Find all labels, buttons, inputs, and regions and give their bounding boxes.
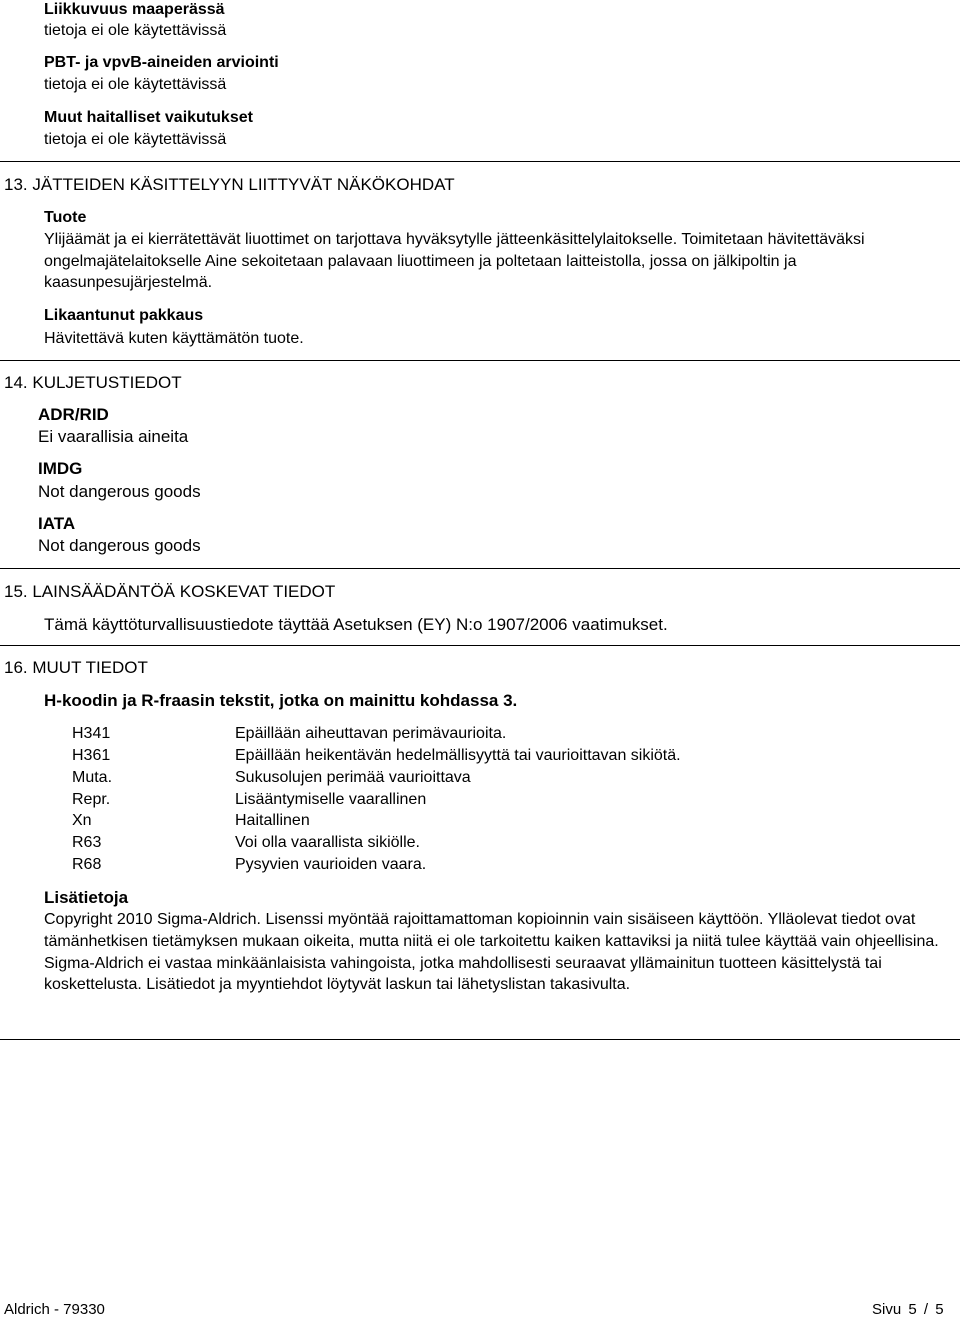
adr-text: Ei vaarallisia aineita (38, 427, 189, 446)
footer-product-ref: Aldrich - 79330 (4, 1301, 105, 1318)
hcode: R63 (72, 834, 102, 851)
extra-info-text: Copyright 2010 Sigma-Aldrich. Lisenssi myöntää rajoittamattoman kopioinnin vain sisäiseen käyttöön. Ylläolevat tiedot ovat tämänhetkisen tietämyksen mukaan oikeita, mutta niitä ei ole tarkoitettu kaiken kattaviksi ja niitä tulee käyttää vain ohjeellisina. Sigma-Aldrich ei vastaa minkäänlaisista vahingoista, jotka mahdollisesti seuraavat yllämainitun tuotteen käsittelystä tai koskettelusta. Lisätiedot ja myyntiehdot löytyvät laskun tai lähetyslistan takasivulta. (44, 911, 939, 994)
hcode-text: Epäillään aiheuttavan perimävaurioita. (235, 725, 507, 742)
packaging-heading: Likaantunut pakkaus (44, 307, 204, 324)
page-label: Sivu (872, 1301, 902, 1318)
pbt-heading: PBT- ja vpvB-aineiden arviointi (44, 54, 279, 71)
hcode: R68 (72, 856, 102, 873)
section-14-rule (0, 360, 960, 361)
mobility-text: tietoja ei ole käytettävissä (44, 22, 227, 39)
extra-info-heading: Lisätietoja (44, 888, 129, 907)
section-15-text: Tämä käyttöturvallisuustiedote täyttää Asetuksen (EY) N:o 1907/2006 vaatimukset. (44, 615, 668, 634)
section-16-title: 16. MUUT TIEDOT (4, 658, 148, 677)
adr-heading: ADR/RID (38, 405, 109, 424)
hcodes-heading: H-koodin ja R-fraasin tekstit, jotka on mainittu kohdassa 3. (44, 691, 518, 710)
hcode: Muta. (72, 769, 113, 786)
hcode: Xn (72, 812, 92, 829)
iata-heading: IATA (38, 514, 76, 533)
page-indicator (872, 1299, 944, 1321)
hcode-text: Voi olla vaarallista sikiölle. (235, 834, 420, 851)
hcode-text: Epäillään heikentävän hedelmällisyyttä tai vaurioittavan sikiötä. (235, 747, 681, 764)
imdg-text: Not dangerous goods (38, 482, 201, 501)
hcode-text: Haitallinen (235, 812, 310, 829)
page-separator: / (923, 1301, 929, 1318)
product-heading: Tuote (44, 209, 87, 226)
other-effects-heading: Muut haitalliset vaikutukset (44, 109, 253, 126)
section-13-title: 13. JÄTTEIDEN KÄSITTELYYN LIITTYVÄT NÄKÖKOHDAT (4, 175, 455, 194)
hcode-text: Sukusolujen perimää vaurioittava (235, 769, 471, 786)
hcode-text: Pysyvien vaurioiden vaara. (235, 856, 427, 873)
section-15-title: 15. LAINSÄÄDÄNTÖÄ KOSKEVAT TIEDOT (4, 582, 336, 601)
imdg-heading: IMDG (38, 459, 83, 478)
hcode: H341 (72, 725, 111, 742)
page-current: 5 (908, 1301, 917, 1318)
other-effects-text: tietoja ei ole käytettävissä (44, 131, 227, 148)
section-16-rule (0, 645, 960, 646)
pbt-text: tietoja ei ole käytettävissä (44, 76, 227, 93)
section-13-rule (0, 161, 960, 162)
section-15-rule (0, 568, 960, 569)
hcode-text: Lisääntymiselle vaarallinen (235, 791, 427, 808)
hcode: H361 (72, 747, 111, 764)
hcode: Repr. (72, 791, 111, 808)
page-total: 5 (935, 1301, 944, 1318)
section-14-title: 14. KULJETUSTIEDOT (4, 373, 182, 392)
product-text: Ylijäämät ja ei kierrätettävät liuottimet on tarjottava hyväksytylle jätteenkäsittelylaitokselle. Toimitetaan hävitettäväksi ongelmajätelaitokselle Aine sekoitetaan palavaan liuottimeen ja poltetaan laitteistolla, jossa on jälkipoltin ja kaasunpesujärjestelmä. (44, 231, 865, 291)
iata-text: Not dangerous goods (38, 536, 201, 555)
mobility-heading: Liikkuvuus maaperässä (44, 1, 225, 18)
footer-rule (0, 1039, 960, 1040)
packaging-text: Hävitettävä kuten käyttämätön tuote. (44, 330, 304, 347)
